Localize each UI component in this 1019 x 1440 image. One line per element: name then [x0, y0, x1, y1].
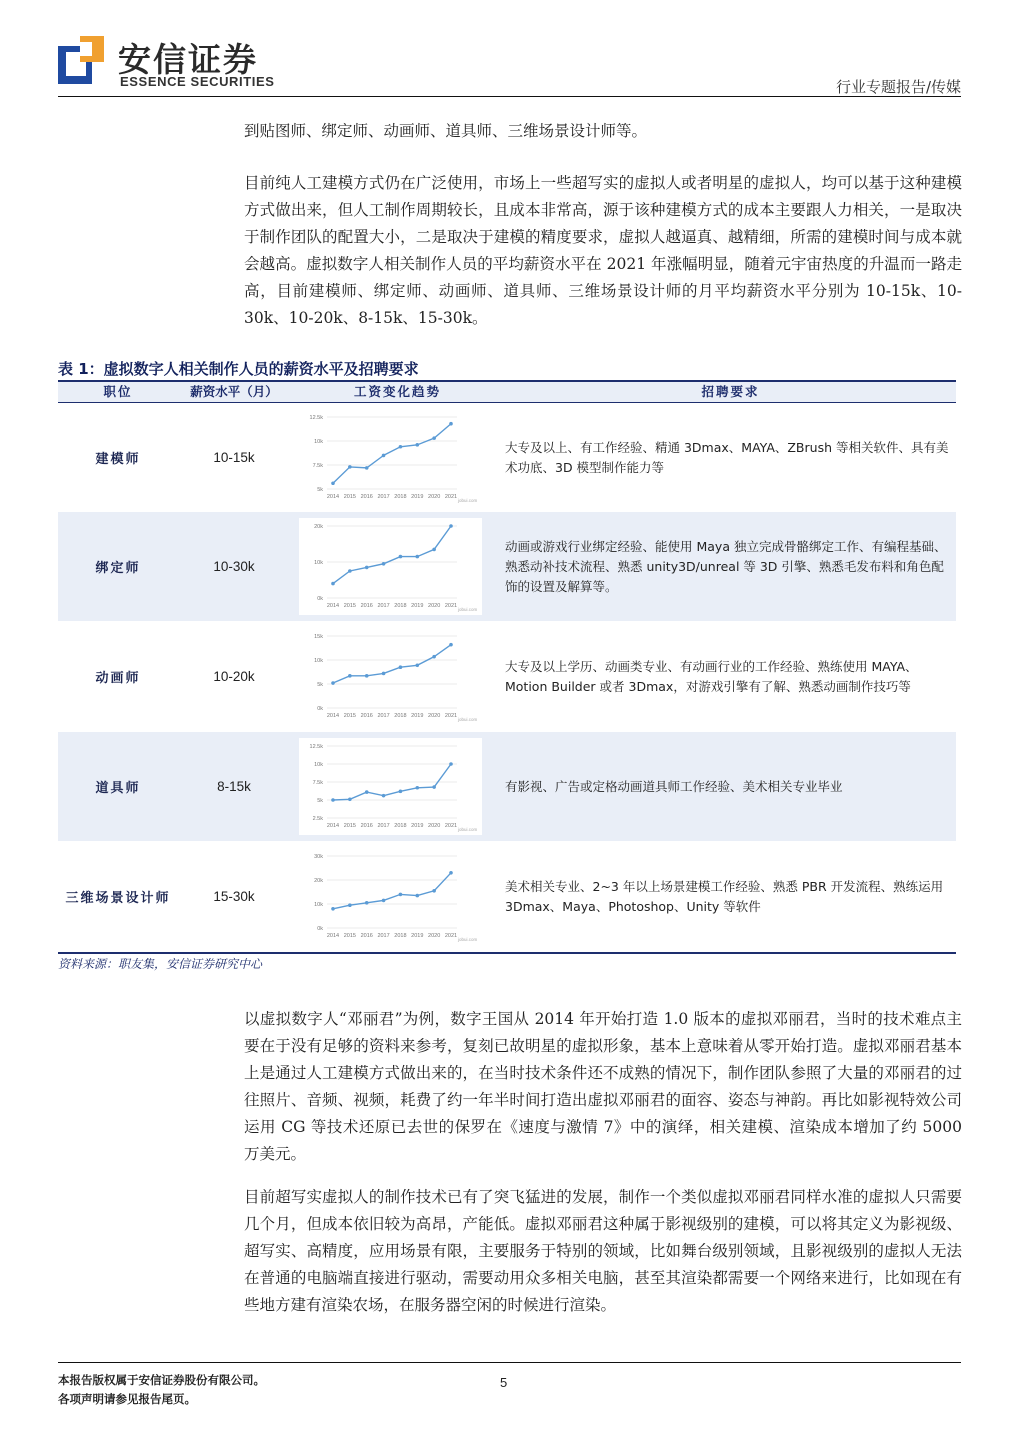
table-row	[58, 622, 956, 731]
chart-watermark: jobui.com	[458, 827, 478, 832]
data-point	[331, 798, 335, 802]
data-point	[348, 797, 352, 801]
y-tick-label: 10k	[314, 439, 323, 445]
x-tick-label: 2017	[377, 603, 390, 609]
brand-name-en: ESSENCE SECURITIES	[120, 74, 275, 89]
x-tick-label: 2017	[377, 823, 390, 829]
data-point	[382, 899, 386, 903]
position-cell: 建模师	[95, 452, 141, 467]
data-point	[399, 555, 403, 559]
salary-trend-chart	[299, 738, 482, 835]
chart-watermark: jobui.com	[458, 607, 478, 612]
data-point	[399, 445, 403, 449]
y-tick-label: 2.5k	[312, 816, 323, 822]
y-tick-label: 12.5k	[309, 744, 323, 750]
disclaimer-notice: 各项声明请参见报告尾页。	[58, 1392, 196, 1406]
salary-cell: 10-15k	[213, 450, 255, 465]
x-tick-label: 2019	[411, 823, 424, 829]
position-cell: 道具师	[95, 781, 141, 796]
table-title: 表 1：虚拟数字人相关制作人员的薪资水平及招聘要求	[58, 360, 419, 378]
x-tick-label: 2016	[360, 603, 373, 609]
y-tick-label: 0k	[317, 926, 323, 932]
y-tick-label: 7.5k	[312, 463, 323, 469]
paragraph-intro: 到贴图师、绑定师、动画师、道具师、三维场景设计师等。	[244, 122, 648, 140]
data-point	[382, 672, 386, 676]
table-bottom-rule	[58, 952, 956, 954]
data-point	[331, 907, 335, 911]
salary-cell: 10-20k	[213, 669, 255, 684]
x-tick-label: 2014	[326, 713, 340, 719]
table-header	[58, 382, 956, 402]
y-tick-label: 10k	[314, 762, 323, 768]
data-point	[382, 562, 386, 566]
x-tick-label: 2020	[428, 713, 441, 719]
y-tick-label: 10k	[314, 560, 323, 566]
header-requirements: 招聘要求	[701, 384, 760, 399]
salary-trend-chart	[299, 518, 482, 615]
essence-logo-icon	[58, 36, 106, 84]
y-tick-label: 5k	[317, 487, 323, 493]
data-point	[449, 762, 453, 766]
table-row	[58, 842, 956, 951]
chart-watermark: jobui.com	[458, 498, 478, 503]
salary-trend-chart	[299, 409, 482, 506]
header-trend: 工资变化趋势	[353, 384, 441, 399]
y-tick-label: 10k	[314, 658, 323, 664]
x-tick-label: 2017	[377, 494, 390, 500]
x-tick-label: 2016	[360, 494, 373, 500]
data-point	[382, 794, 386, 798]
data-point	[432, 436, 436, 440]
header-salary: 薪资水平（月）	[190, 384, 278, 399]
data-point	[432, 655, 436, 659]
x-tick-label: 2018	[394, 713, 407, 719]
data-point	[449, 643, 453, 647]
y-tick-label: 5k	[317, 682, 323, 688]
x-tick-label: 2014	[326, 823, 340, 829]
x-tick-label: 2021	[444, 823, 458, 829]
data-point	[399, 893, 403, 897]
table-source: 资料来源：职友集，安信证券研究中心	[58, 957, 263, 971]
data-point	[432, 785, 436, 789]
x-tick-label: 2019	[411, 713, 424, 719]
data-point	[365, 566, 369, 570]
x-tick-label: 2020	[428, 603, 441, 609]
y-tick-label: 20k	[314, 878, 323, 884]
x-tick-label: 2018	[394, 823, 407, 829]
x-tick-label: 2018	[394, 933, 407, 939]
data-point	[415, 443, 419, 447]
x-tick-label: 2015	[343, 494, 356, 500]
y-tick-label: 7.5k	[312, 780, 323, 786]
data-point	[415, 555, 419, 559]
x-tick-label: 2018	[394, 494, 407, 500]
salary-cell: 8-15k	[217, 779, 251, 794]
paragraph-modeling-cost: 目前纯人工建模方式仍在广泛使用，市场上一些超写实的虚拟人或者明星的虚拟人，均可以基于这种建模方式做出来，但人工制作周期较长，且成本非常高，源于该种建模方式的成本主要跟人力相关，一是取决于制作团队的配置大小，二是取决于建模的精度要求，虚拟人越逼真、越精细，所需的建模时间与成本就会越高。虚拟数字人相关制作人员的平均薪资水平在 2021 年涨幅明显，随着元宇宙热度的升温而一路走高，目前建模师、绑定师、动画师、道具师、三维场景设计师的月平均薪资水平分别为 10-15k、10-30k、10-20k、8-15k、15-30k。	[244, 174, 962, 327]
y-tick-label: 5k	[317, 798, 323, 804]
requirements-cell: 动画或游戏行业绑定经验、能使用 Maya 独立完成骨骼绑定工作、有编程基础、熟悉动补技术流程、熟悉 unity3D/unreal 等 3D 引擎、熟悉毛发布料和角色配饰的设置及解算等。	[505, 538, 947, 594]
data-point	[365, 466, 369, 470]
footer-divider	[58, 1362, 961, 1363]
y-tick-label: 12.5k	[309, 415, 323, 421]
x-tick-label: 2014	[326, 603, 340, 609]
page-number: 5	[500, 1375, 508, 1390]
data-point	[399, 790, 403, 794]
data-point	[432, 889, 436, 893]
x-tick-label: 2014	[326, 494, 340, 500]
salary-cell: 15-30k	[213, 889, 255, 904]
data-point	[348, 903, 352, 907]
paragraph-hyperreal: 目前超写实虚拟人的制作技术已有了突飞猛进的发展，制作一个类似虚拟邓丽君同样水准的虚拟人只需要几个月，但成本依旧较为高昂，产能低。虚拟邓丽君这种属于影视级别的建模，可以将其定义为影视级、超写实、高精度，应用场景有限，主要服务于特别的领域，比如舞台级别领域，且影视级别的虚拟人无法在普通的电脑端直接进行驱动，需要动用众多相关电脑，甚至其渲染都需要一个网络来进行，比如现在有些地方建有渲染农场，在服务器空闲的时候进行渲染。	[244, 1188, 962, 1314]
requirements-cell: 有影视、广告或定格动画道具师工作经验、美术相关专业毕业	[505, 778, 843, 794]
data-point	[432, 548, 436, 552]
chart-watermark: jobui.com	[458, 717, 478, 722]
x-tick-label: 2021	[444, 713, 458, 719]
x-tick-label: 2020	[428, 823, 441, 829]
x-tick-label: 2017	[377, 933, 390, 939]
x-tick-label: 2014	[326, 933, 340, 939]
position-cell: 绑定师	[95, 561, 141, 576]
x-tick-label: 2016	[360, 713, 373, 719]
x-tick-label: 2017	[377, 713, 390, 719]
data-point	[331, 481, 335, 485]
y-tick-label: 15k	[314, 634, 323, 640]
data-point	[331, 582, 335, 586]
copyright-notice: 本报告版权属于安信证券股份有限公司。	[58, 1373, 265, 1387]
y-tick-label: 30k	[314, 854, 323, 860]
report-type: 行业专题报告/传媒	[835, 78, 961, 96]
table-row	[58, 403, 956, 512]
requirements-cell: 大专及以上、有工作经验、精通 3Dmax、MAYA、ZBrush 等相关软件、具有美术功底、3D 模型制作能力等	[505, 439, 949, 475]
x-tick-label: 2015	[343, 823, 356, 829]
data-point	[415, 663, 419, 667]
data-point	[449, 871, 453, 875]
x-tick-label: 2016	[360, 823, 373, 829]
y-tick-label: 10k	[314, 902, 323, 908]
header-position: 职位	[103, 384, 133, 399]
requirements-cell: 美术相关专业、2~3 年以上场景建模工作经验、熟悉 PBR 开发流程、熟练运用 3Dmax、Maya、Photoshop、Unity 等软件	[505, 878, 944, 914]
data-point	[365, 674, 369, 678]
salary-trend-chart	[299, 848, 482, 945]
x-tick-label: 2019	[411, 494, 424, 500]
x-tick-label: 2016	[360, 933, 373, 939]
position-cell: 三维场景设计师	[65, 891, 171, 906]
x-tick-label: 2019	[411, 603, 424, 609]
chart-watermark: jobui.com	[458, 937, 478, 942]
data-point	[415, 786, 419, 790]
x-tick-label: 2021	[444, 933, 458, 939]
x-tick-label: 2015	[343, 713, 356, 719]
data-point	[449, 524, 453, 528]
data-point	[365, 901, 369, 905]
y-tick-label: 0k	[317, 706, 323, 712]
data-point	[331, 681, 335, 685]
series-line	[333, 526, 451, 584]
x-tick-label: 2015	[343, 933, 356, 939]
salary-cell: 10-30k	[213, 559, 255, 574]
brand-name-cn: 安信证券	[118, 40, 258, 79]
data-point	[348, 569, 352, 573]
x-tick-label: 2021	[444, 494, 458, 500]
table-row	[58, 732, 956, 841]
position-cell: 动画师	[95, 671, 141, 686]
data-point	[415, 894, 419, 898]
data-point	[348, 674, 352, 678]
x-tick-label: 2021	[444, 603, 458, 609]
paragraph-teresa-teng: 以虚拟数字人“邓丽君”为例，数字王国从 2014 年开始打造 1.0 版本的虚拟邓丽君，当时的技术难点主要在于没有足够的资料来参考，复刻已故明星的虚拟形象，基本上意味着从零开始打造。虚拟邓丽君基本上是通过人工建模方式做出来的，在当时技术条件还不成熟的情况下，制作团队参照了大量的邓丽君的过往照片、音频、视频，耗费了约一年半时间打造出虚拟邓丽君的面容、姿态与神韵。再比如影视特效公司运用 CG 等技术还原已去世的保罗在《速度与激情 7》中的演绎，相关建模、渲染成本增加了约 5000 万美元。	[244, 1010, 962, 1163]
series-line	[333, 424, 451, 484]
table-row	[58, 512, 956, 621]
data-point	[348, 465, 352, 469]
x-tick-label: 2020	[428, 933, 441, 939]
x-tick-label: 2020	[428, 494, 441, 500]
y-tick-label: 20k	[314, 524, 323, 530]
data-point	[382, 454, 386, 458]
data-point	[449, 422, 453, 426]
y-tick-label: 0k	[317, 596, 323, 602]
data-point	[365, 790, 369, 794]
requirements-cell: 大专及以上学历、动画类专业、有动画行业的工作经验、熟练使用 MAYA、Motion Builder 或者 3Dmax，对游戏引擎有了解、熟悉动画制作技巧等	[505, 658, 918, 694]
x-tick-label: 2015	[343, 603, 356, 609]
salary-trend-chart	[299, 628, 482, 725]
header-divider	[58, 96, 961, 97]
x-tick-label: 2018	[394, 603, 407, 609]
x-tick-label: 2019	[411, 933, 424, 939]
data-point	[399, 665, 403, 669]
